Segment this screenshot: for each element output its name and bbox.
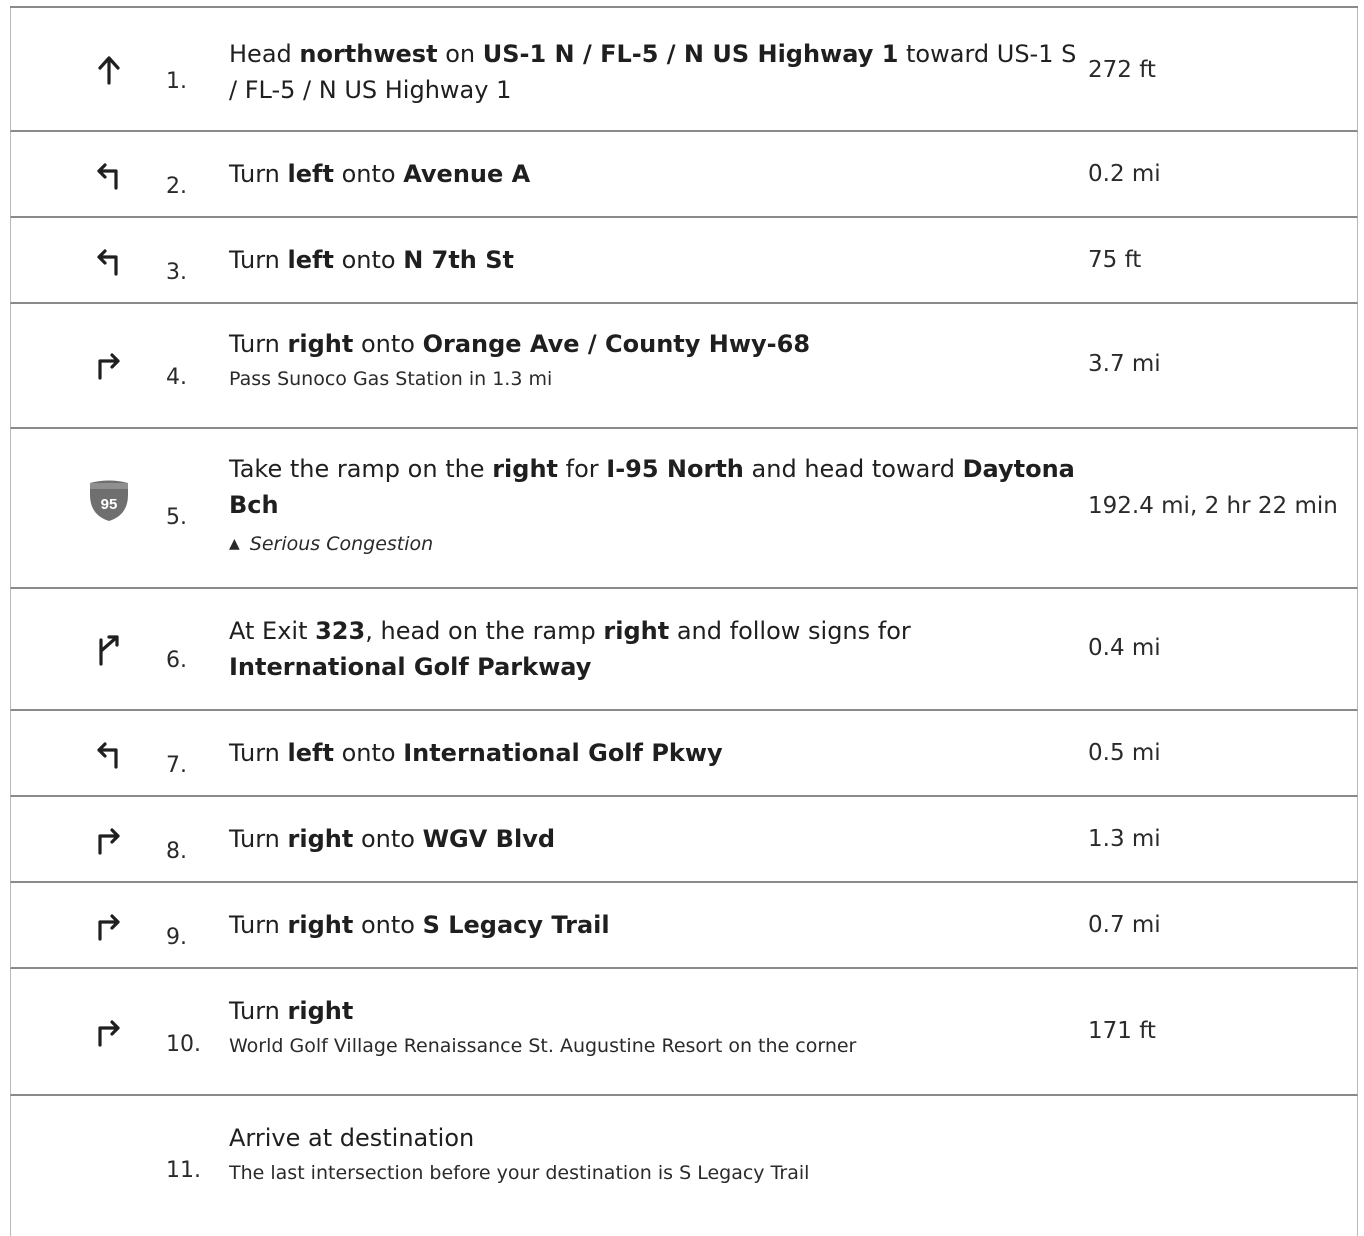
interstate-95-shield-icon (69, 479, 149, 523)
step-distance: 272 ft (1088, 57, 1156, 83)
warning-triangle-icon: ▲ (229, 536, 240, 552)
straight-arrow-icon (69, 48, 149, 92)
step-text (229, 326, 1079, 392)
step-instruction: Take the ramp on the right for I-95 North and head toward Daytona Bch (229, 455, 1075, 519)
turn-right-icon (69, 817, 149, 861)
direction-step-4[interactable] (10, 304, 1358, 429)
step-number: 4. (166, 365, 187, 390)
congestion-warning (229, 531, 1079, 557)
direction-step-1[interactable] (10, 8, 1358, 132)
turn-left-icon (69, 238, 149, 282)
turn-left-icon (69, 731, 149, 775)
step-text (229, 451, 1079, 557)
step-number: 10. (166, 1032, 201, 1057)
step-number: 7. (166, 753, 187, 778)
step-instruction: Turn left onto Avenue A (229, 160, 531, 188)
step-distance: 0.4 mi (1088, 635, 1161, 661)
turn-right-icon (69, 342, 149, 386)
turn-right-icon (69, 903, 149, 947)
direction-step-2[interactable] (10, 132, 1358, 218)
step-number: 8. (166, 839, 187, 864)
step-text (229, 735, 1079, 771)
step-instruction: Turn left onto N 7th St (229, 246, 514, 274)
direction-step-8[interactable] (10, 797, 1358, 883)
step-number: 6. (166, 648, 187, 673)
step-text (229, 1120, 1079, 1186)
step-distance: 0.2 mi (1088, 161, 1161, 187)
direction-step-6[interactable] (10, 589, 1358, 711)
direction-step-5[interactable] (10, 429, 1358, 589)
directions-list (10, 6, 1358, 1236)
direction-step-9[interactable] (10, 883, 1358, 969)
step-number: 5. (166, 505, 187, 530)
step-number: 2. (166, 174, 187, 199)
step-distance: 0.5 mi (1088, 740, 1161, 766)
exit-ramp-right-icon (69, 627, 149, 671)
direction-step-7[interactable] (10, 711, 1358, 797)
step-note: Pass Sunoco Gas Station in 1.3 mi (229, 368, 553, 390)
step-instruction: Turn right onto WGV Blvd (229, 825, 556, 853)
direction-step-11[interactable] (10, 1096, 1358, 1236)
step-instruction: At Exit 323, head on the ramp right and follow signs for International Golf Parkway (229, 617, 911, 681)
step-note: World Golf Village Renaissance St. Augustine Resort on the corner (229, 1035, 857, 1057)
step-distance: 192.4 mi, 2 hr 22 min (1088, 493, 1338, 519)
direction-step-3[interactable] (10, 218, 1358, 304)
step-text (229, 907, 1079, 943)
step-distance: 171 ft (1088, 1018, 1156, 1044)
step-number: 11. (166, 1158, 201, 1183)
step-text (229, 613, 1079, 685)
shield-label: 95 (100, 496, 118, 513)
step-distance: 1.3 mi (1088, 826, 1161, 852)
turn-left-icon (69, 152, 149, 196)
step-instruction: Turn right (229, 997, 354, 1025)
step-distance: 75 ft (1088, 247, 1142, 273)
step-number: 9. (166, 925, 187, 950)
step-instruction: Turn left onto International Golf Pkwy (229, 739, 723, 767)
warning-text: Serious Congestion (249, 533, 434, 555)
step-instruction: Head northwest on US-1 N / FL-5 / N US Highway 1 toward US-1 S / FL-5 / N US Highway 1 (229, 40, 1077, 104)
turn-right-icon (69, 1009, 149, 1053)
step-note: The last intersection before your destination is S Legacy Trail (229, 1162, 810, 1184)
step-text (229, 821, 1079, 857)
step-instruction: Arrive at destination (229, 1124, 475, 1152)
step-instruction: Turn right onto S Legacy Trail (229, 911, 610, 939)
step-distance: 3.7 mi (1088, 351, 1161, 377)
step-number: 1. (166, 69, 187, 94)
step-distance: 0.7 mi (1088, 912, 1161, 938)
step-text (229, 36, 1079, 108)
direction-step-10[interactable] (10, 969, 1358, 1096)
step-text (229, 242, 1079, 278)
step-text (229, 156, 1079, 192)
step-number: 3. (166, 260, 187, 285)
step-instruction: Turn right onto Orange Ave / County Hwy-68 (229, 330, 811, 358)
step-text (229, 993, 1079, 1059)
